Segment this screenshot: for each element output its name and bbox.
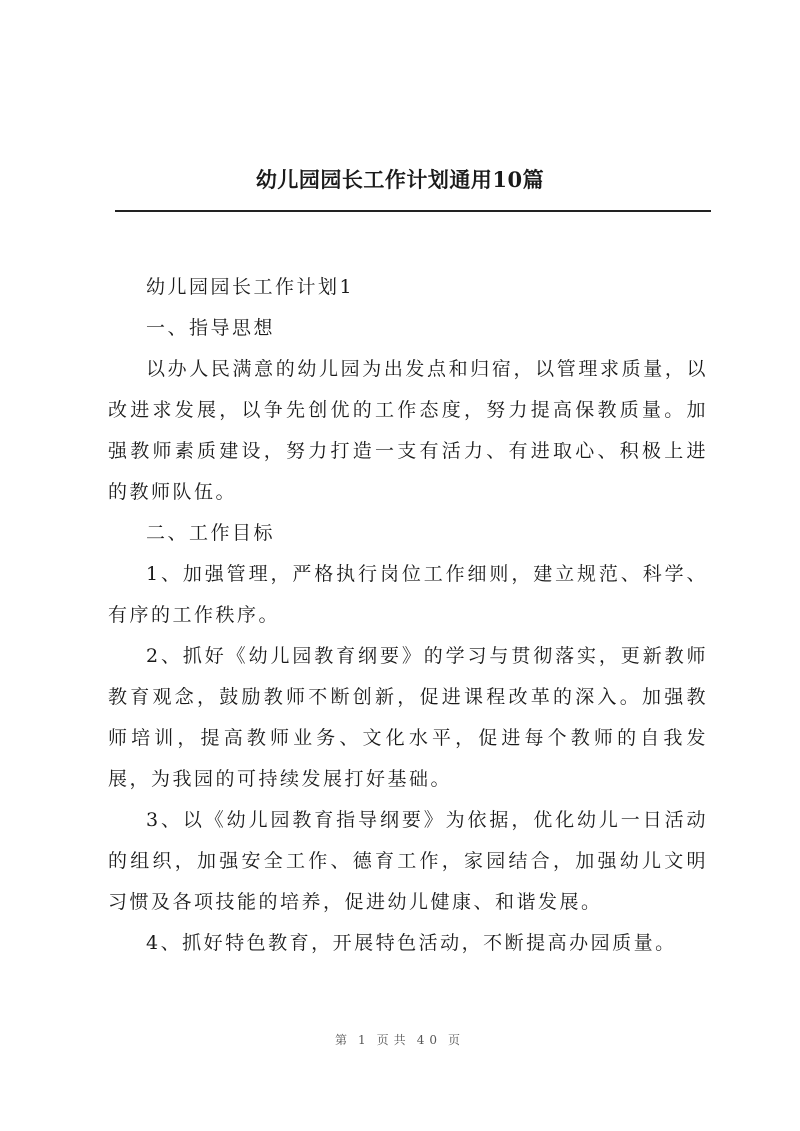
document-body xyxy=(108,267,708,964)
footer-total-pages: 40 xyxy=(416,1033,442,1047)
title-divider xyxy=(115,210,711,212)
paragraph-goal-3: 3、以《幼儿园教育指导纲要》为依据，优化幼儿一日活动的组织，加强安全工作、德育工作，家园结合，加强幼儿文明习惯及各项技能的培养，促进幼儿健康、和谐发展。 xyxy=(108,809,708,913)
paragraph-goal-4: 4、抓好特色教育，开展特色活动，不断提高办园质量。 xyxy=(146,932,677,954)
paragraph-section-heading-2: 二、工作目标 xyxy=(146,522,276,544)
paragraph-plan-heading: 幼儿园园长工作计划1 xyxy=(146,276,355,298)
page-footer xyxy=(0,1031,800,1048)
footer-page-number: 1 xyxy=(358,1033,371,1047)
paragraph-goal-2: 2、抓好《幼儿园教育纲要》的学习与贯彻落实，更新教师教育观念，鼓励教师不断创新，促进课程改革的深入。加强教师培训，提高教师业务、文化水平，促进每个教师的自我发展，为我园的可持续发展打好基础。 xyxy=(108,645,708,790)
footer-page-suffix: 页 xyxy=(447,1033,465,1047)
footer-page-prefix: 第 xyxy=(335,1033,353,1047)
paragraph-guiding-ideology: 以办人民满意的幼儿园为出发点和归宿，以管理求质量，以改进求发展，以争先创优的工作态度，努力提高保教质量。加强教师素质建设，努力打造一支有活力、有进取心、积极上进的教师队伍。 xyxy=(108,358,708,503)
footer-page-middle: 页共 xyxy=(376,1033,411,1047)
paragraph-goal-1: 1、加强管理，严格执行岗位工作细则，建立规范、科学、有序的工作秩序。 xyxy=(108,563,708,626)
page-title: 幼儿园园长工作计划通用10篇 xyxy=(255,167,545,192)
paragraph-section-heading-1: 一、指导思想 xyxy=(146,317,276,339)
